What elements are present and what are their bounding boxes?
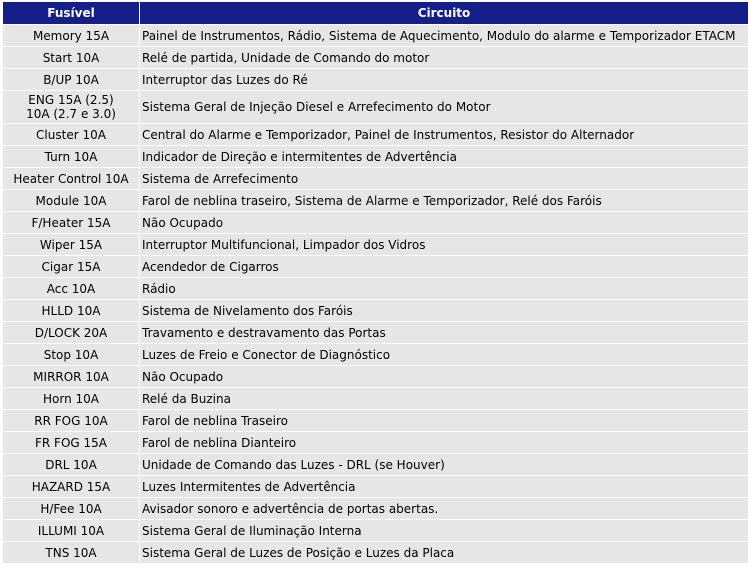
column-header-fuse: Fusível	[3, 2, 139, 25]
table-row	[3, 278, 748, 300]
circuit-cell: Rádio	[140, 278, 748, 300]
fuse-label: ENG 15A (2.5)	[28, 93, 114, 107]
circuit-cell: Farol de neblina Traseiro	[140, 410, 748, 432]
fuse-label: RR FOG 10A	[34, 413, 108, 428]
table-row	[3, 322, 748, 344]
circuit-cell: Unidade de Comando das Luzes - DRL (se Houver)	[140, 454, 748, 476]
circuit-cell: Avisador sonoro e advertência de portas abertas.	[140, 498, 748, 520]
circuit-cell: Sistema Geral de Injeção Diesel e Arrefecimento do Motor	[140, 91, 748, 124]
circuit-cell: Não Ocupado	[140, 212, 748, 234]
table-row	[3, 300, 748, 322]
table-row	[3, 498, 748, 520]
fuse-label: ILLUMI 10A	[37, 523, 105, 538]
fuse-label: Cluster 10A	[36, 127, 106, 142]
fuse-label: Start 10A	[42, 50, 100, 65]
table-row	[3, 366, 748, 388]
table-row	[3, 432, 748, 454]
circuit-cell: Não Ocupado	[140, 366, 748, 388]
fuse-label: FR FOG 15A	[35, 435, 107, 450]
fuse-cell	[3, 212, 139, 234]
table-row	[3, 454, 748, 476]
fuse-label: 10A (2.7 e 3.0)	[26, 107, 116, 121]
table-body	[3, 25, 748, 564]
fuse-cell	[3, 124, 139, 146]
table-row	[3, 190, 748, 212]
table-row	[3, 234, 748, 256]
fuse-cell	[3, 146, 139, 168]
fuse-circuit-table	[2, 2, 749, 564]
table-row	[3, 146, 748, 168]
fuse-label: Wiper 15A	[39, 237, 103, 252]
fuse-cell	[3, 256, 139, 278]
table-row	[3, 124, 748, 146]
fuse-cell	[3, 47, 139, 69]
table-row	[3, 344, 748, 366]
table-row	[3, 476, 748, 498]
fuse-label: MIRROR 10A	[33, 369, 109, 384]
fuse-label: B/UP 10A	[43, 72, 99, 87]
circuit-cell: Luzes de Freio e Conector de Diagnóstico	[140, 344, 748, 366]
fuse-cell	[3, 322, 139, 344]
fuse-label: HAZARD 15A	[31, 479, 111, 494]
table-row	[3, 388, 748, 410]
circuit-cell: Luzes Intermitentes de Advertência	[140, 476, 748, 498]
fuse-label: Memory 15A	[32, 28, 110, 43]
fuse-cell	[3, 25, 139, 47]
fuse-label: Turn 10A	[44, 149, 98, 164]
fuse-cell	[3, 69, 139, 91]
fuse-cell	[3, 344, 139, 366]
fuse-label: Cigar 15A	[41, 259, 101, 274]
fuse-label: Stop 10A	[43, 347, 99, 362]
fuse-label: D/LOCK 20A	[34, 325, 108, 340]
table-row	[3, 410, 748, 432]
fuse-cell	[3, 278, 139, 300]
circuit-cell: Central do Alarme e Temporizador, Painel de Instrumentos, Resistor do Alternador	[140, 124, 748, 146]
circuit-cell: Farol de neblina traseiro, Sistema de Alarme e Temporizador, Relé dos Faróis	[140, 190, 748, 212]
table-row	[3, 256, 748, 278]
table-row	[3, 168, 748, 190]
circuit-cell: Relé da Buzina	[140, 388, 748, 410]
circuit-cell: Interruptor das Luzes do Ré	[140, 69, 748, 91]
fuse-cell	[3, 168, 139, 190]
table-row	[3, 212, 748, 234]
fuse-cell	[3, 234, 139, 256]
fuse-label: TNS 10A	[45, 545, 97, 560]
table-header	[3, 2, 748, 25]
table-row	[3, 520, 748, 542]
fuse-cell	[3, 91, 139, 124]
fuse-cell	[3, 498, 139, 520]
fuse-cell	[3, 388, 139, 410]
fuse-cell	[3, 476, 139, 498]
fuse-cell	[3, 300, 139, 322]
fuse-label: Heater Control 10A	[13, 171, 129, 186]
fuse-label: DRL 10A	[45, 457, 97, 472]
circuit-cell: Indicador de Direção e intermitentes de Advertência	[140, 146, 748, 168]
fuse-cell	[3, 432, 139, 454]
fuse-label: HLLD 10A	[41, 303, 101, 318]
fuse-cell	[3, 520, 139, 542]
fuse-cell	[3, 366, 139, 388]
table-row	[3, 25, 748, 47]
fuse-cell	[3, 542, 139, 564]
column-header-circuit: Circuito	[140, 2, 748, 25]
circuit-cell: Sistema de Arrefecimento	[140, 168, 748, 190]
circuit-cell: Painel de Instrumentos, Rádio, Sistema de Aquecimento, Modulo do alarme e Temporizador ETACM	[140, 25, 748, 47]
fuse-cell	[3, 190, 139, 212]
circuit-cell: Relé de partida, Unidade de Comando do motor	[140, 47, 748, 69]
table-row	[3, 69, 748, 91]
table-row	[3, 47, 748, 69]
circuit-cell: Interruptor Multifuncional, Limpador dos Vidros	[140, 234, 748, 256]
fuse-label: F/Heater 15A	[31, 215, 111, 230]
table-row	[3, 91, 748, 124]
header-row	[3, 2, 748, 25]
circuit-cell: Acendedor de Cigarros	[140, 256, 748, 278]
fuse-label: Module 10A	[35, 193, 107, 208]
fuse-label: H/Fee 10A	[40, 501, 102, 516]
fuse-cell	[3, 454, 139, 476]
circuit-cell: Travamento e destravamento das Portas	[140, 322, 748, 344]
circuit-cell: Sistema Geral de Iluminação Interna	[140, 520, 748, 542]
circuit-cell: Sistema de Nivelamento dos Faróis	[140, 300, 748, 322]
circuit-cell: Sistema Geral de Luzes de Posição e Luzes da Placa	[140, 542, 748, 564]
circuit-cell: Farol de neblina Dianteiro	[140, 432, 748, 454]
table-row	[3, 542, 748, 564]
fuse-label: Horn 10A	[43, 391, 99, 406]
fuse-label: Acc 10A	[46, 281, 96, 296]
fuse-cell	[3, 410, 139, 432]
